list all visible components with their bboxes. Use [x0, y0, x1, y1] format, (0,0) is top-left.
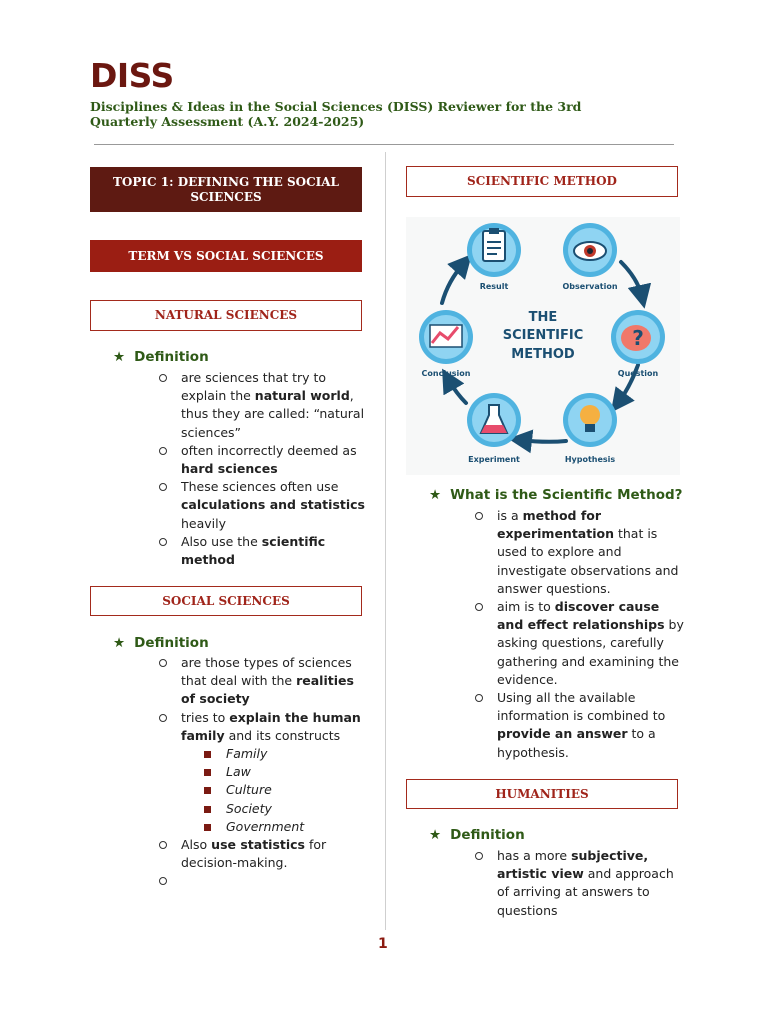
- definition-label: Definition: [134, 635, 209, 651]
- experiment-icon: [467, 393, 521, 447]
- list-item: [158, 478, 368, 533]
- item-text: and its constructs: [224, 727, 341, 743]
- item-emphasis: scientific method: [181, 533, 326, 568]
- item-emphasis: method for experimentation: [497, 508, 614, 542]
- item-emphasis: explain the human family: [181, 709, 361, 743]
- list-item: [158, 709, 368, 836]
- item-text: by asking questions, carefully gathering and examining the evidence.: [497, 617, 684, 687]
- item-text: are sciences that try to explain the: [181, 370, 327, 404]
- social-sciences-list: [158, 654, 368, 891]
- diagram-title-line-1: THE: [528, 310, 558, 325]
- list-item: [474, 598, 684, 689]
- item-text: is a: [497, 508, 523, 523]
- item-text: are those types of sciences that deal with the: [181, 655, 352, 689]
- item-text: that is used to explore and investigate observations and answer questions.: [497, 526, 679, 596]
- item-text: heavily: [181, 515, 227, 531]
- social-definition-heading: [113, 635, 209, 651]
- item-text: and approach of arriving at answers to questions: [497, 866, 674, 918]
- question-icon: [611, 310, 665, 364]
- stage-label-hypothesis: Hypothesis: [564, 455, 616, 464]
- arrow-hypothesis-experiment: [520, 440, 566, 442]
- item-text: Also: [181, 837, 212, 853]
- arrow-conclusion-result: [442, 263, 464, 303]
- humanities-list: [474, 847, 684, 920]
- topic-1-box: TOPIC 1: DEFINING THE SOCIAL SCIENCES: [90, 167, 362, 212]
- list-item: [158, 533, 368, 569]
- list-item: [158, 442, 368, 478]
- construct-item: Law: [203, 763, 368, 781]
- stage-label-result: Result: [479, 282, 509, 291]
- list-item: [474, 507, 684, 598]
- stage-label-experiment: Experiment: [468, 455, 520, 464]
- list-item: [158, 369, 368, 442]
- construct-item: Society: [203, 800, 368, 818]
- svg-text:?: ?: [632, 326, 644, 350]
- list-item: [158, 654, 368, 709]
- construct-item: Government: [203, 818, 368, 836]
- scientific-method-diagram: [406, 217, 680, 475]
- item-text: tries to: [181, 709, 230, 725]
- star-icon: ★: [429, 487, 442, 503]
- stage-label-observation: Observation: [562, 282, 618, 291]
- page-number: 1: [378, 936, 388, 952]
- arrow-observation-question: [621, 262, 642, 297]
- diagram-title-line-2: SCIENTIFIC: [502, 328, 584, 343]
- natural-sciences-list: [158, 369, 368, 569]
- item-emphasis: use statistics: [211, 837, 306, 853]
- humanities-box: HUMANITIES: [406, 779, 678, 809]
- constructs-list: [181, 745, 368, 836]
- scientific-method-list: [474, 507, 684, 762]
- document-title: DISS: [90, 56, 174, 95]
- item-text: , thus they are called: “natural sciences”: [181, 388, 365, 440]
- item-emphasis: subjective, artistic view: [497, 848, 649, 882]
- conclusion-icon: [419, 310, 473, 364]
- term-vs-social-sciences-box: TERM VS SOCIAL SCIENCES: [90, 240, 362, 272]
- natural-sciences-box: NATURAL SCIENCES: [90, 300, 362, 331]
- item-text: Also use the: [181, 533, 262, 549]
- scientific-method-box: SCIENTIFIC METHOD: [406, 166, 678, 197]
- item-text: to a hypothesis.: [497, 726, 656, 760]
- item-emphasis: provide an answer: [497, 726, 628, 742]
- header-divider: [94, 144, 674, 145]
- definition-label: Definition: [134, 349, 209, 365]
- column-divider: [385, 152, 386, 930]
- star-icon: ★: [113, 349, 126, 365]
- stage-label-conclusion: Conclusion: [421, 369, 471, 378]
- hypothesis-icon: [563, 393, 617, 447]
- diagram-title-line-3: METHOD: [511, 347, 575, 362]
- arrow-conclusion-experiment-side: [448, 379, 466, 403]
- item-text: Using all the available information is combined to: [497, 690, 666, 724]
- list-item: [158, 872, 368, 890]
- scientific-method-cycle: [406, 217, 680, 475]
- item-emphasis: natural world: [254, 388, 350, 404]
- result-icon: [467, 223, 521, 277]
- item-emphasis: calculations and statistics: [181, 497, 365, 513]
- humanities-definition-heading: [429, 827, 525, 843]
- social-sciences-box: SOCIAL SCIENCES: [90, 586, 362, 616]
- list-item: [158, 836, 368, 872]
- what-is-heading: [429, 487, 683, 503]
- construct-item: Family: [203, 745, 368, 763]
- item-text: aim is to: [497, 599, 555, 615]
- list-item: [474, 847, 684, 920]
- document-subtitle: Disciplines & Ideas in the Social Sciences (DISS) Reviewer for the 3rd Quarterly Assessment (A.Y. 2024-2025): [90, 99, 582, 129]
- item-emphasis: hard sciences: [181, 461, 278, 477]
- item-text: has a more: [497, 848, 572, 863]
- definition-label: Definition: [450, 827, 525, 843]
- star-icon: ★: [429, 827, 442, 843]
- item-text: for decision-making.: [181, 837, 327, 871]
- list-item: [474, 689, 684, 762]
- star-icon: ★: [113, 635, 126, 651]
- item-emphasis: discover cause and effect relationships: [497, 599, 665, 633]
- natural-definition-heading: [113, 349, 209, 365]
- item-text: These sciences often use: [181, 479, 339, 495]
- item-emphasis: realities of society: [181, 673, 354, 707]
- item-text: often incorrectly deemed as: [181, 442, 357, 458]
- what-is-label: What is the Scientific Method?: [450, 487, 683, 503]
- construct-item: Culture: [203, 781, 368, 799]
- stage-label-question: Question: [617, 369, 659, 378]
- observation-icon: [563, 223, 617, 277]
